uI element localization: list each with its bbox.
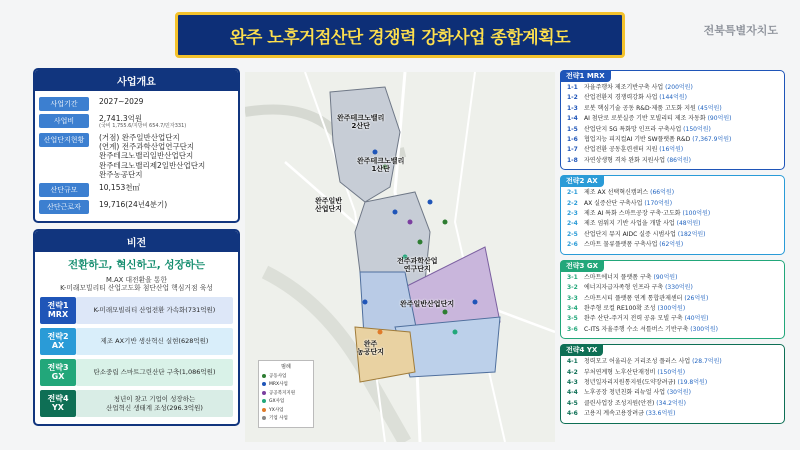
- strategy-detail-box: [560, 70, 785, 170]
- legend-item: [262, 415, 310, 421]
- project-number: 2-6: [567, 241, 578, 249]
- project-number: 2-1: [567, 189, 578, 197]
- project-name: 협업지능 피지컬AI 기반 SW플랫폼 R&D: [584, 136, 691, 144]
- project-item: [567, 409, 780, 419]
- strategy-tag: 전략3 GX: [40, 359, 76, 386]
- project-item: [567, 104, 780, 114]
- project-item: [567, 199, 780, 209]
- overview-value: [89, 183, 140, 192]
- project-item: [567, 230, 780, 240]
- strategy-detail-box: [560, 260, 785, 339]
- project-item: [567, 83, 780, 93]
- project-text: [584, 188, 674, 198]
- map-label-techno-2: 완주테크노밸리 2산단: [337, 114, 385, 131]
- project-number: 1-1: [567, 84, 578, 91]
- strategy-detail-tag: 전략4 YX: [560, 344, 603, 356]
- project-text: [584, 209, 710, 219]
- project-item: [567, 188, 780, 198]
- overview-label: 사업기간: [39, 97, 89, 111]
- project-item: [567, 325, 780, 335]
- vision-slogan: 전환하고, 혁신하고, 성장하는: [67, 258, 205, 271]
- project-number: 1-4: [567, 115, 578, 123]
- project-amount: (19.8억원): [677, 378, 708, 386]
- project-number: 1-6: [567, 136, 578, 144]
- overview-value-text: (거점) 완주일반산업단지 (연계) 전주과학산업연구단지 완주테크노밸리일반산업단지 완주테크노밸리제2일반산업단지 완주농공단지: [99, 132, 206, 180]
- legend-items: [262, 373, 310, 422]
- strategy-card: [40, 297, 233, 324]
- overview-value: [89, 114, 186, 130]
- project-name: 산업전환지 경쟁력강화 사업: [584, 94, 658, 102]
- project-item: [567, 135, 780, 145]
- project-item: [567, 273, 780, 283]
- project-amount: (182억원): [677, 230, 706, 238]
- vision-subtitle-line1: M.AX 대전환을 통한: [105, 275, 168, 284]
- project-text: [584, 325, 718, 335]
- overview-row: [39, 133, 234, 180]
- project-amount: (200억원): [665, 84, 693, 91]
- project-item: [567, 314, 780, 324]
- legend-item: [262, 373, 310, 379]
- project-amount: (90억원): [653, 273, 678, 281]
- project-text: [584, 314, 709, 324]
- strategy-card: [40, 390, 233, 417]
- strategy-tag: 전략4 YX: [40, 390, 76, 417]
- project-item: [567, 145, 780, 155]
- project-text: [584, 114, 732, 124]
- project-text: [584, 283, 693, 293]
- overview-row: [39, 114, 234, 130]
- project-text: [584, 125, 711, 135]
- overview-rows: [35, 91, 238, 221]
- strategy-detail-box: [560, 344, 785, 423]
- project-name: 산업단지 5G 특화망 인프라 구축사업: [584, 125, 682, 133]
- project-number: 1-8: [567, 156, 578, 164]
- map-legend: [258, 360, 314, 428]
- legend-title: 범례: [281, 364, 291, 370]
- overview-label: 사업비: [39, 114, 89, 128]
- project-number: 3-1: [567, 273, 578, 281]
- strategy-card: [40, 359, 233, 386]
- project-item: [567, 304, 780, 314]
- project-name: 제조 AX 선택혁신캠퍼스: [584, 189, 649, 197]
- overview-value-text: 10,153천㎡: [99, 182, 140, 192]
- project-amount: (26억원): [684, 294, 709, 302]
- project-text: [584, 294, 708, 304]
- project-name: 노후공장 청년친화 리뉴얼 사업: [584, 389, 666, 397]
- legend-label: GX사업: [269, 399, 285, 404]
- project-item: [567, 219, 780, 229]
- strategy-list: [35, 297, 238, 417]
- project-number: 1-5: [567, 125, 578, 133]
- project-name: 고용지 계속고용장려금: [584, 410, 644, 418]
- project-text: [584, 409, 675, 419]
- project-amount: (330억원): [665, 284, 693, 292]
- overview-value: [89, 200, 167, 209]
- project-number: 3-5: [567, 315, 578, 323]
- project-number: 2-3: [567, 210, 578, 218]
- project-text: [584, 273, 677, 283]
- project-name: 에너지자급자족형 인프라 구축: [584, 284, 664, 292]
- project-name: 스마트시티 플랫폼 연계 통합관제센터: [584, 294, 683, 302]
- project-name: 로봇 핵심기술 공동 R&D·제품 고도화 지원: [584, 104, 696, 112]
- project-text: [584, 399, 686, 409]
- project-item: [567, 93, 780, 103]
- project-text: [584, 304, 685, 314]
- legend-dot-icon: [262, 399, 266, 403]
- overview-value-text: 2027~2029: [99, 97, 144, 106]
- project-text: [584, 145, 683, 155]
- overview-box: [33, 68, 240, 223]
- legend-item: [262, 398, 310, 404]
- overview-label: 산업단지현황: [39, 133, 89, 147]
- project-name: AX 실증산단 구축사업: [584, 199, 643, 207]
- legend-label: YX사업: [269, 407, 284, 413]
- project-item: [567, 368, 780, 378]
- project-number: 3-6: [567, 325, 578, 333]
- project-amount: (28.7억원): [692, 358, 722, 366]
- project-amount: (86억원): [667, 156, 691, 164]
- project-name: 제조 AI 특화 스마트공장 구축·고도화: [584, 210, 681, 218]
- project-item: [567, 294, 780, 304]
- strategy-description: 탄소중립 스마트그린산단 구축(1,086억원): [76, 359, 233, 386]
- project-name: 산업단지 뮤지 AIDC 실증 시범사업: [584, 230, 676, 238]
- vision-box: [33, 229, 240, 427]
- project-amount: (144억원): [659, 94, 688, 102]
- project-item: [567, 378, 780, 388]
- legend-label: 기업 사업: [269, 416, 288, 421]
- project-text: [584, 357, 722, 367]
- project-amount: (16억원): [659, 146, 684, 154]
- project-item: [567, 357, 780, 367]
- project-text: [584, 368, 685, 378]
- project-name: 산업전환 공동훈련센터 지원: [584, 146, 658, 154]
- project-name: AI 첨단로 로봇실증 기반 모빌리티 제조 자동화: [584, 115, 706, 123]
- strategy-detail-panel: [560, 70, 785, 429]
- overview-row: [39, 200, 234, 214]
- project-amount: (300억원): [657, 304, 686, 312]
- project-text: [584, 240, 683, 250]
- project-amount: (30억원): [667, 389, 691, 397]
- strategy-tag: 전략1 MRX: [40, 297, 76, 324]
- legend-label: MRX사업: [269, 382, 288, 387]
- strategy-detail-tag: 전략1 MRX: [560, 70, 611, 82]
- project-amount: (90억원): [707, 115, 732, 123]
- project-name: 제조 엄워지 기반 사업을 개발 사업: [584, 220, 675, 228]
- site-map: [245, 72, 555, 442]
- overview-label: 산단규모: [39, 183, 89, 197]
- project-number: 1-3: [567, 104, 578, 112]
- project-text: [584, 104, 722, 114]
- map-label-general-main: 완주일반산업단지: [400, 300, 455, 308]
- project-amount: (100억원): [682, 210, 711, 218]
- project-text: [584, 83, 693, 93]
- project-amount: (300억원): [690, 325, 719, 333]
- map-label-general: 완주일반 산업단지: [315, 197, 343, 214]
- strategy-card: [40, 328, 233, 355]
- project-number: 4-5: [567, 399, 578, 407]
- project-number: 4-1: [567, 358, 578, 366]
- project-amount: (150억원): [657, 368, 686, 376]
- project-item: [567, 209, 780, 219]
- project-item: [567, 240, 780, 250]
- strategy-description: 청년이 찾고 기업이 성장하는 산업혁신 생태계 조성(296.3억원): [76, 390, 233, 417]
- project-name: C-ITS 자율주행 수소 셔틀버스 기반구축: [584, 325, 689, 333]
- project-text: [584, 388, 691, 398]
- project-text: [584, 219, 701, 229]
- project-name: 청년일자리지원통지원(도약장려금): [584, 378, 676, 386]
- project-name: 완주 산단-주거지 전력 공유 모빌 구축: [584, 315, 683, 323]
- project-number: 3-3: [567, 294, 578, 302]
- project-number: 2-2: [567, 199, 578, 207]
- vision-subtitle-line2: K-미래모빌리티 산업고도화 첨단산업 핵심거점 육성: [60, 284, 213, 293]
- vision-subtitle: [35, 276, 238, 294]
- project-item: [567, 283, 780, 293]
- map-label-research: 전주과학산업 연구단지: [397, 257, 438, 274]
- title-banner: [175, 12, 625, 58]
- project-name: 자연상생형 격차 완화 지원사업: [584, 156, 666, 164]
- strategy-description: K-미래모빌리티 산업전환 가속화(731억원): [76, 297, 233, 324]
- project-number: 4-2: [567, 368, 578, 376]
- project-name: 부처연계형 노후산단재정비: [584, 368, 656, 376]
- project-text: [584, 378, 707, 388]
- project-item: [567, 114, 780, 124]
- left-panel: [33, 68, 240, 426]
- project-number: 4-3: [567, 378, 578, 386]
- overview-value-text: 19,716(24년4분기): [99, 199, 168, 209]
- project-name: 자율주행차 제조기반구축 사업: [584, 84, 664, 91]
- legend-dot-icon: [262, 382, 266, 386]
- project-text: [584, 135, 731, 145]
- overview-heading: 사업개요: [35, 70, 238, 91]
- project-amount: (48억원): [676, 220, 701, 228]
- legend-dot-icon: [262, 416, 266, 420]
- overview-value-text: 2,741.3억원: [99, 114, 143, 123]
- strategy-detail-tag: 전략2 AX: [560, 175, 604, 187]
- project-name: 청력모고 어울리운 거리조성 플러스 사업: [584, 358, 691, 366]
- project-amount: (40억원): [684, 315, 709, 323]
- project-amount: (33.6억원): [645, 410, 676, 418]
- vision-heading: 비전: [35, 231, 238, 252]
- project-name: 완주형 로컬 RE100확 조성: [584, 304, 656, 312]
- project-text: [584, 93, 687, 103]
- project-number: 2-5: [567, 230, 578, 238]
- project-number: 2-4: [567, 220, 578, 228]
- page-title: 완주 노후거점산단 경쟁력 강화사업 종합계획도: [229, 27, 571, 48]
- legend-dot-icon: [262, 374, 266, 378]
- project-item: [567, 399, 780, 409]
- strategy-tag: 전략2 AX: [40, 328, 76, 355]
- legend-dot-icon: [262, 391, 266, 395]
- legend-item: [262, 390, 310, 396]
- project-number: 4-4: [567, 389, 578, 397]
- legend-item: [262, 407, 310, 413]
- project-amount: (34.2억원): [656, 399, 686, 407]
- project-number: 3-2: [567, 284, 578, 292]
- legend-label: 공공복지지원: [269, 390, 296, 396]
- project-text: [584, 230, 706, 240]
- project-name: 스마트 물류플랫폼 구축사업: [584, 241, 658, 249]
- overview-value-note: (국비 1,755.6/지방비 654.7/민자331): [99, 123, 187, 130]
- legend-label: 공동사업: [269, 373, 287, 379]
- overview-row: [39, 97, 234, 111]
- project-amount: (62억원): [659, 241, 684, 249]
- project-text: [584, 199, 672, 209]
- legend-dot-icon: [262, 408, 266, 412]
- project-amount: (7,367.9억원): [692, 136, 732, 144]
- overview-row: [39, 183, 234, 197]
- project-amount: (150억원): [683, 125, 711, 133]
- project-name: 클린사업장 조성지원(안전): [584, 399, 655, 407]
- project-text: [584, 156, 691, 166]
- project-number: 1-2: [567, 94, 578, 102]
- project-item: [567, 125, 780, 135]
- brand-logo: 전북특별자치도: [703, 24, 778, 37]
- strategy-description: 제조 AX기반 생산혁신 실현(628억원): [76, 328, 233, 355]
- overview-value: [89, 97, 143, 106]
- project-number: 3-4: [567, 304, 578, 312]
- legend-item: [262, 381, 310, 387]
- project-amount: (45억원): [697, 104, 722, 112]
- strategy-detail-tag: 전략3 GX: [560, 260, 604, 272]
- overview-label: 산단근로자: [39, 200, 89, 214]
- project-amount: (170억원): [644, 199, 673, 207]
- strategy-detail-box: [560, 175, 785, 254]
- overview-value: [89, 133, 205, 180]
- project-item: [567, 156, 780, 166]
- project-number: 1-7: [567, 146, 578, 154]
- project-item: [567, 388, 780, 398]
- map-label-agri: 완주 농공단지: [357, 340, 385, 357]
- project-number: 4-6: [567, 410, 578, 418]
- map-label-techno-1: 완주테크노밸리 1산단: [357, 157, 405, 174]
- project-amount: (66억원): [650, 189, 675, 197]
- project-name: 스마트에너지 플랫폼 구축: [584, 273, 652, 281]
